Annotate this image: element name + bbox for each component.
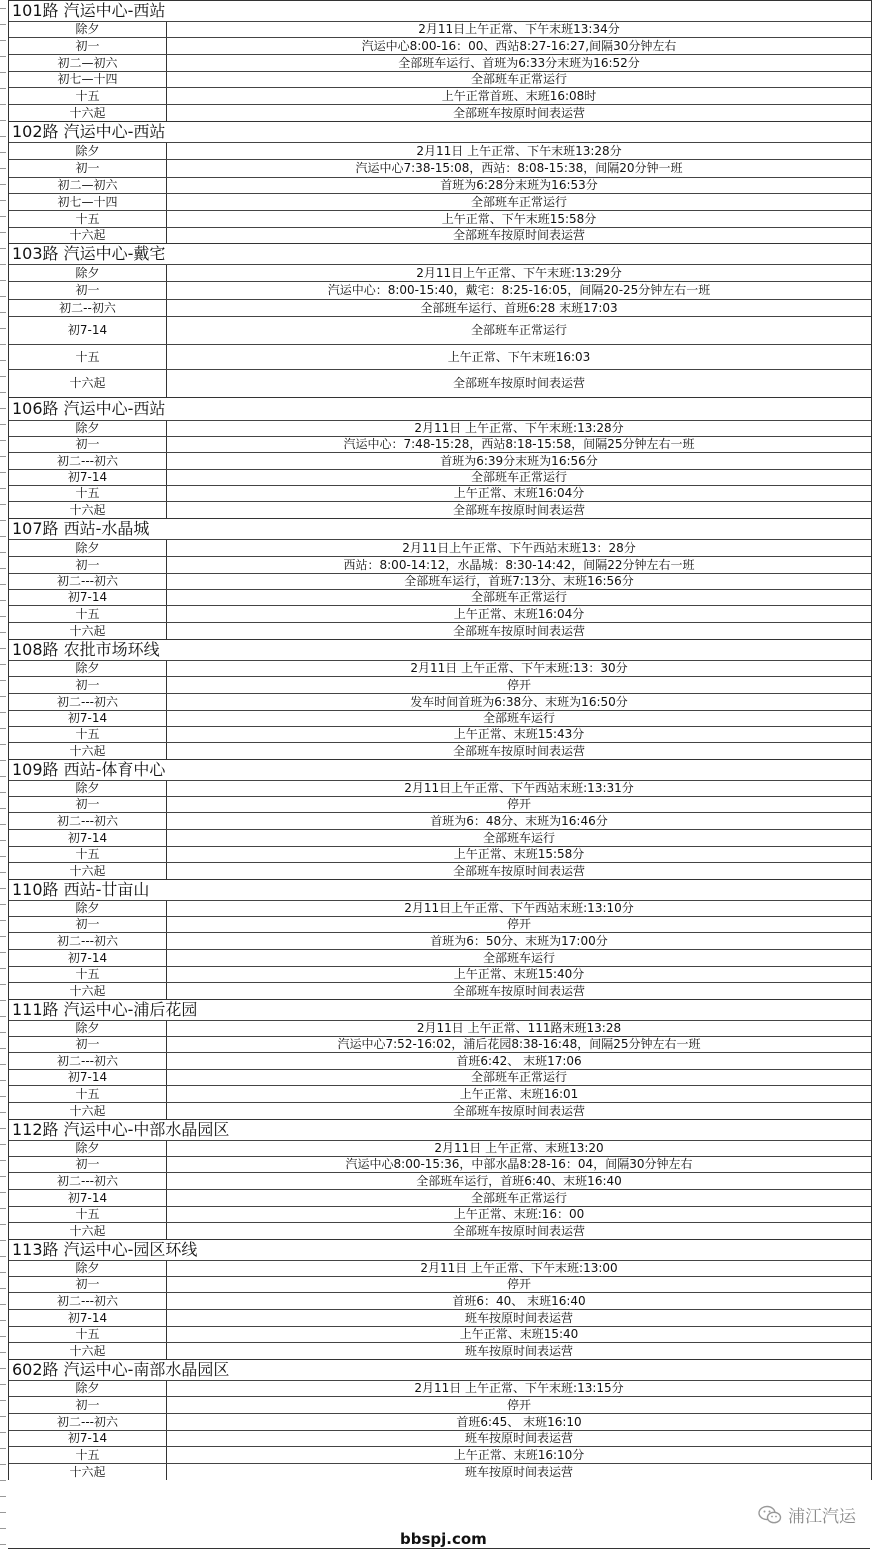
day-cell: 初7-14: [9, 1431, 167, 1446]
schedule-cell: 首班6：40、 末班16:40: [452, 1294, 586, 1308]
day-cell: 初7-14: [9, 1070, 167, 1085]
day-cell: 初二—初六: [9, 55, 167, 71]
table-row: [9, 622, 871, 639]
day-cell: 十五: [9, 967, 167, 982]
schedule-cell: 全部班车按原时间表运营: [452, 1224, 585, 1238]
table-row: [9, 742, 871, 759]
schedule-cell: 汽运中心：7:48-15:28，西站8:18-15:58，间隔25分钟左右一班: [343, 437, 695, 451]
day-cell: 十五: [9, 727, 167, 742]
schedule-cell: 全部班车正常运行: [470, 1191, 567, 1205]
day-cell: 十六起: [9, 228, 167, 243]
schedule-cell: 全部班车运行: [482, 831, 555, 845]
table-row: [9, 104, 871, 121]
route-title: 107路 西站-水晶城: [9, 518, 871, 539]
schedule-cell: 2月11日上午正常、下午西站末班13：28分: [402, 541, 636, 555]
route-block: [8, 1239, 872, 1359]
table-row: [9, 605, 871, 622]
table-row: [9, 556, 871, 573]
schedule-cell: 班车按原时间表运营: [464, 1344, 573, 1358]
day-cell: 初七—十四: [9, 72, 167, 87]
schedule-cell: 全部班车按原时间表运营: [452, 228, 585, 242]
schedule-cell: 全部班车正常运行: [470, 195, 567, 209]
table-row: [9, 1430, 871, 1446]
day-cell: 除夕: [9, 661, 167, 676]
day-cell: 初一: [9, 1037, 167, 1052]
day-cell: 除夕: [9, 143, 167, 159]
table-row: [9, 1292, 871, 1309]
table-row: [9, 420, 871, 436]
day-cell: 初7-14: [9, 1190, 167, 1206]
table-row: [9, 501, 871, 518]
day-cell: 十五: [9, 847, 167, 862]
schedule-cell: 首班6:42、 末班17:06: [456, 1054, 582, 1068]
route-title: 106路 汽运中心-西站: [9, 397, 871, 420]
margin-tick: [0, 1512, 6, 1513]
route-title: 110路 西站-廿亩山: [9, 879, 871, 900]
day-cell: 初一: [9, 917, 167, 932]
table-row: [9, 829, 871, 846]
day-cell: 初7-14: [9, 950, 167, 966]
schedule-cell: 汽运中心7:38-15:08，西站：8:08-15:38，间隔20分钟一班: [355, 161, 683, 175]
schedule-cell: 首班为6:28分末班为16:53分: [440, 178, 598, 192]
schedule-cell: 全部班车按原时间表运营: [452, 744, 585, 758]
day-cell: 初7-14: [9, 711, 167, 726]
table-row: [9, 676, 871, 693]
route-block: [8, 1119, 872, 1239]
schedule-cell: 上午正常、末班15:43分: [453, 727, 585, 741]
schedule-cell: 班车按原时间表运营: [464, 1311, 573, 1325]
schedule-cell: 停开: [506, 1277, 531, 1291]
day-cell: 十六起: [9, 743, 167, 759]
schedule-cell: 全部班车正常运行: [470, 72, 567, 86]
schedule-cell: 上午正常、末班15:40: [459, 1327, 579, 1341]
schedule-cell: 2月11日上午正常、下午末班13:34分: [418, 22, 620, 36]
table-row: [9, 710, 871, 726]
table-row: [9, 966, 871, 982]
table-row: [9, 1276, 871, 1292]
day-cell: 初二---初六: [9, 933, 167, 949]
table-row: [9, 21, 871, 37]
table-row: [9, 436, 871, 452]
table-row: [9, 193, 871, 210]
table-row: [9, 159, 871, 177]
schedule-cell: 全部班车按原时间表运营: [452, 1104, 585, 1118]
day-cell: 十六起: [9, 623, 167, 639]
table-row: [9, 177, 871, 193]
schedule-cell: 上午正常首班、末班16:08时: [441, 89, 597, 103]
day-cell: 除夕: [9, 540, 167, 556]
table-row: [9, 660, 871, 676]
table-row: [9, 982, 871, 999]
day-cell: 初二---初六: [9, 694, 167, 710]
day-cell: 初一: [9, 160, 167, 177]
day-cell: 初二---初六: [9, 1053, 167, 1069]
table-row: [9, 210, 871, 227]
day-cell: 十五: [9, 1207, 167, 1222]
table-row: [9, 1380, 871, 1396]
schedule-cell: 2月11日上午正常、下午西站末班:13:10分: [404, 901, 634, 915]
day-cell: 初二---初六: [9, 574, 167, 589]
day-cell: 初二---初六: [9, 1293, 167, 1309]
day-cell: 初二---初六: [9, 1173, 167, 1189]
day-cell: 十六起: [9, 1103, 167, 1119]
day-cell: 初二---初六: [9, 453, 167, 469]
day-cell: 十五: [9, 345, 167, 369]
day-cell: 初7-14: [9, 590, 167, 605]
schedule-cell: 停开: [506, 917, 531, 931]
schedule-cell: 全部班车正常运行: [470, 323, 567, 337]
schedule-cell: 2月11日 上午正常、下午末班:13:00: [420, 1261, 618, 1275]
schedule-cell: 全部班车正常运行: [470, 590, 567, 604]
day-cell: 十五: [9, 88, 167, 104]
table-row: [9, 469, 871, 485]
schedule-cell: 发车时间首班为6:38分、末班为16:50分: [410, 695, 628, 709]
table-row: [9, 87, 871, 104]
table-row: [9, 1413, 871, 1430]
schedule-cell: 首班为6:39分末班为16:56分: [440, 454, 598, 468]
table-row: [9, 1052, 871, 1069]
table-row: [9, 1396, 871, 1413]
route-title: 113路 汽运中心-园区环线: [9, 1239, 871, 1260]
schedule-cell: 上午正常、末班16:04分: [453, 607, 585, 621]
schedule-cell: 2月11日 上午正常、下午末班:13:28分: [414, 421, 624, 435]
table-row: [9, 1189, 871, 1206]
table-row: [9, 1342, 871, 1359]
table-row: [9, 780, 871, 796]
route-title: 102路 汽运中心-西站: [9, 121, 871, 142]
schedule-cell: 首班为6：48分、末班为16:46分: [430, 814, 608, 828]
schedule-cell: 汽运中心：8:00-15:40，戴宅：8:25-16:05，间隔20-25分钟左右一班: [327, 283, 711, 297]
route-block: [8, 999, 872, 1119]
schedule-cell: 停开: [506, 1398, 531, 1412]
table-row: [9, 37, 871, 54]
day-cell: 除夕: [9, 1021, 167, 1036]
day-cell: 初一: [9, 1157, 167, 1172]
table-row: [9, 1140, 871, 1156]
table-row: [9, 846, 871, 862]
day-cell: 初一: [9, 38, 167, 54]
table-row: [9, 1172, 871, 1189]
schedule-cell: 全部班车正常运行: [470, 470, 567, 484]
day-cell: 十六起: [9, 1464, 167, 1480]
day-cell: 除夕: [9, 781, 167, 796]
schedule-cell: 全部班车按原时间表运营: [452, 106, 585, 120]
schedule-cell: 西站：8:00-14:12，水晶城：8:30-14:42，间隔22分钟左右一班: [343, 558, 695, 572]
route-title: 103路 汽运中心-戴宅: [9, 243, 871, 264]
watermark-text: 浦江汽运: [788, 1507, 856, 1527]
schedule-cell: 上午正常、末班16:01: [459, 1087, 579, 1101]
schedule-cell: 全部班车按原时间表运营: [452, 984, 585, 998]
table-row: [9, 1020, 871, 1036]
day-cell: 除夕: [9, 1261, 167, 1276]
schedule-cell: 全部班车运行，首班6:40、末班16:40: [416, 1174, 622, 1188]
schedule-cell: 停开: [506, 797, 531, 811]
schedule-cell: 2月11日上午正常、下午末班:13:29分: [416, 266, 622, 280]
table-row: [9, 316, 871, 344]
schedule-cell: 全部班车按原时间表运营: [452, 376, 585, 390]
table-row: [9, 281, 871, 299]
day-cell: 初一: [9, 1277, 167, 1292]
day-cell: 除夕: [9, 1381, 167, 1396]
day-cell: 初一: [9, 282, 167, 299]
wechat-icon: [758, 1505, 782, 1525]
table-row: [9, 344, 871, 369]
schedule-cell: 全部班车正常运行: [470, 1070, 567, 1084]
day-cell: 初一: [9, 1397, 167, 1413]
route-block: [8, 121, 872, 243]
day-cell: 初7-14: [9, 317, 167, 344]
day-cell: 十六起: [9, 105, 167, 121]
day-cell: 十六起: [9, 983, 167, 999]
schedule-cell: 2月11日上午正常、下午西站末班:13:31分: [404, 781, 634, 795]
table-row: [9, 796, 871, 812]
day-cell: 初二---初六: [9, 1414, 167, 1430]
route-title: 602路 汽运中心-南部水晶园区: [9, 1359, 871, 1380]
margin-tick: [0, 1496, 6, 1497]
day-cell: 十六起: [9, 502, 167, 518]
day-cell: 初二--初六: [9, 300, 167, 316]
route-block: [8, 243, 872, 397]
route-block: [8, 759, 872, 879]
day-cell: 初一: [9, 677, 167, 693]
schedule-cell: 2月11日 上午正常、末班13:20: [434, 1141, 604, 1155]
schedule-cell: 停开: [506, 678, 531, 692]
table-row: [9, 1085, 871, 1102]
schedule-cell: 全部班车按原时间表运营: [452, 624, 585, 638]
route-block: [8, 0, 872, 121]
schedule-cell: 全部班车运行: [482, 951, 555, 965]
table-row: [9, 589, 871, 605]
table-row: [9, 142, 871, 159]
schedule-cell: 上午正常、下午末班16:03: [447, 350, 591, 364]
day-cell: 十五: [9, 606, 167, 622]
margin-tick: [0, 1528, 6, 1529]
table-row: [9, 539, 871, 556]
day-cell: 初二---初六: [9, 813, 167, 829]
table-row: [9, 485, 871, 501]
day-cell: 除夕: [9, 1141, 167, 1156]
table-row: [9, 71, 871, 87]
route-title: 109路 西站-体育中心: [9, 759, 871, 780]
table-row: [9, 693, 871, 710]
table-row: [9, 369, 871, 397]
table-row: [9, 1463, 871, 1480]
day-cell: 十六起: [9, 863, 167, 879]
table-row: [9, 1069, 871, 1085]
route-block: [8, 1359, 872, 1480]
day-cell: 初7-14: [9, 1310, 167, 1326]
schedule-cell: 全部班车运行: [482, 711, 555, 725]
table-row: [9, 1102, 871, 1119]
day-cell: 十五: [9, 1447, 167, 1463]
schedule-cell: 全部班车运行、首班为6:33分末班为16:52分: [398, 56, 640, 70]
route-title: 112路 汽运中心-中部水晶园区: [9, 1119, 871, 1140]
schedule-cell: 班车按原时间表运营: [464, 1465, 573, 1479]
schedule-cell: 上午正常、末班15:58分: [453, 847, 585, 861]
source-site-text: bbspj.com: [400, 1530, 487, 1548]
table-row: [9, 1036, 871, 1052]
schedule-cell: 首班6:45、 末班16:10: [456, 1415, 582, 1429]
schedule-cell: 全部班车运行、首班6:28 末班17:03: [420, 301, 618, 315]
day-cell: 初一: [9, 557, 167, 573]
route-block: [8, 518, 872, 639]
table-row: [9, 1222, 871, 1239]
day-cell: 十五: [9, 486, 167, 501]
table-row: [9, 54, 871, 71]
day-cell: 十五: [9, 1086, 167, 1102]
schedule-cell: 全部班车运行，首班7:13分、末班16:56分: [404, 574, 634, 588]
table-row: [9, 812, 871, 829]
schedule-cell: 汽运中心7:52-16:02，浦后花园8:38-16:48，间隔25分钟左右一班: [337, 1037, 701, 1051]
route-block: [8, 639, 872, 759]
table-row: [9, 1156, 871, 1172]
schedule-cell: 汽运中心8:00-15:36，中部水晶8:28-16：04，间隔30分钟左右: [345, 1157, 693, 1171]
route-title: 111路 汽运中心-浦后花园: [9, 999, 871, 1020]
schedule-cell: 2月11日 上午正常、111路末班13:28: [416, 1021, 622, 1035]
schedule-cell: 上午正常、下午末班15:58分: [441, 212, 597, 226]
day-cell: 除夕: [9, 22, 167, 37]
schedule-cell: 2月11日 上午正常、下午末班:13：30分: [410, 661, 628, 675]
day-cell: 初二—初六: [9, 178, 167, 193]
watermark: [758, 1502, 856, 1527]
margin-tick: [0, 1480, 6, 1481]
day-cell: 除夕: [9, 901, 167, 916]
table-row: [9, 227, 871, 243]
day-cell: 除夕: [9, 421, 167, 436]
table-row: [9, 1446, 871, 1463]
route-title: 101路 汽运中心-西站: [9, 0, 871, 21]
schedule-cell: 2月11日 上午正常、下午末班:13:15分: [414, 1381, 624, 1395]
table-row: [9, 900, 871, 916]
schedule-cell: 上午正常、末班:16：00: [453, 1207, 585, 1221]
schedule-cell: 上午正常、末班15:40分: [453, 967, 585, 981]
margin-tick: [0, 1544, 6, 1545]
route-title: 108路 农批市场环线: [9, 639, 871, 660]
table-row: [9, 726, 871, 742]
table-row: [9, 1326, 871, 1342]
day-cell: 除夕: [9, 265, 167, 281]
day-cell: 十六起: [9, 370, 167, 397]
table-row: [9, 916, 871, 932]
day-cell: 十六起: [9, 1343, 167, 1359]
table-row: [9, 264, 871, 281]
schedule-cell: 上午正常、末班16:10分: [453, 1448, 585, 1462]
table-row: [9, 573, 871, 589]
table-bottom-border: [8, 1548, 870, 1549]
day-cell: 十六起: [9, 1223, 167, 1239]
day-cell: 初一: [9, 437, 167, 452]
table-row: [9, 452, 871, 469]
day-cell: 初7-14: [9, 470, 167, 485]
schedule-cell: 全部班车按原时间表运营: [452, 503, 585, 517]
day-cell: 十五: [9, 211, 167, 227]
day-cell: 初七—十四: [9, 194, 167, 210]
route-block: [8, 879, 872, 999]
schedule-cell: 上午正常、末班16:04分: [453, 486, 585, 500]
table-row: [9, 862, 871, 879]
route-block: [8, 397, 872, 518]
table-row: [9, 1309, 871, 1326]
schedule-cell: 汽运中心8:00-16：00、西站8:27-16:27,间隔30分钟左右: [361, 39, 677, 53]
day-cell: 初7-14: [9, 830, 167, 846]
table-row: [9, 949, 871, 966]
schedule-cell: 班车按原时间表运营: [464, 1431, 573, 1445]
day-cell: 初一: [9, 797, 167, 812]
schedule-cell: 首班为6：50分、末班为17:00分: [430, 934, 608, 948]
day-cell: 十五: [9, 1327, 167, 1342]
table-row: [9, 1206, 871, 1222]
table-row: [9, 1260, 871, 1276]
table-row: [9, 299, 871, 316]
schedule-cell: 2月11日 上午正常、下午末班13:28分: [416, 144, 622, 158]
table-row: [9, 932, 871, 949]
schedule-cell: 全部班车按原时间表运营: [452, 864, 585, 878]
